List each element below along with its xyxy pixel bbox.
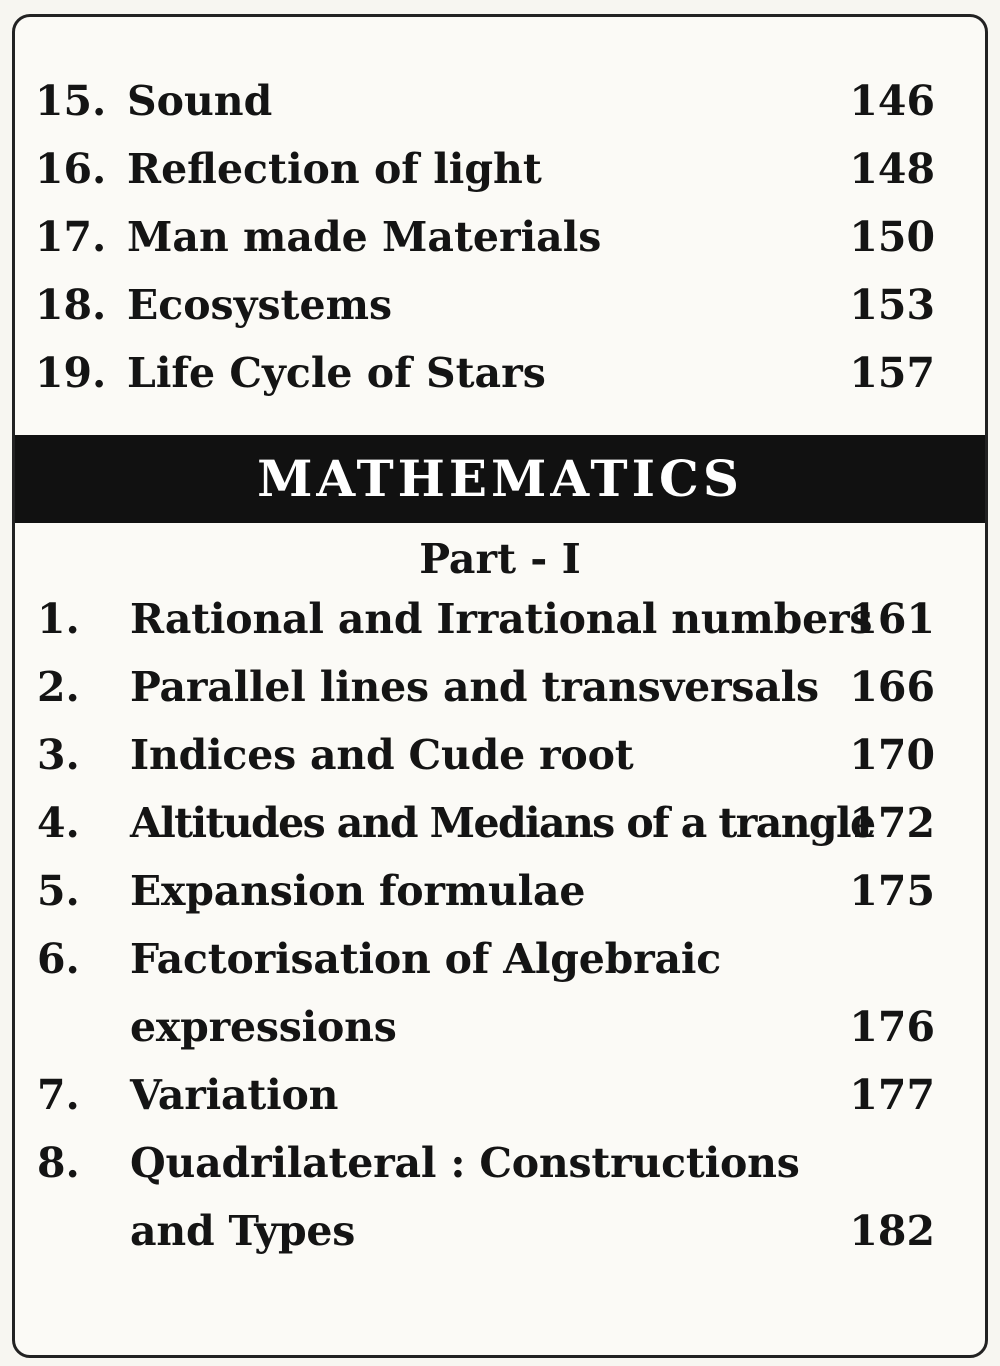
entry-number: 7. xyxy=(37,1071,80,1119)
toc-entry-continuation[interactable] xyxy=(15,1197,985,1265)
entry-number: 1. xyxy=(37,595,80,643)
toc-entry[interactable] xyxy=(15,135,985,203)
entry-page: 161 xyxy=(849,595,935,643)
toc-entry[interactable] xyxy=(15,789,985,857)
entry-title: Rational and Irrational numbers xyxy=(130,595,873,643)
entry-page: 153 xyxy=(849,281,935,329)
toc-entry-continuation[interactable] xyxy=(15,993,985,1061)
toc-entry[interactable] xyxy=(15,203,985,271)
entry-title: Altitudes and Medians of a trangle xyxy=(130,799,875,847)
entry-title: Sound xyxy=(127,77,273,125)
entry-number: 5. xyxy=(37,867,80,915)
entry-page: 182 xyxy=(849,1207,935,1255)
entry-title: Variation xyxy=(130,1071,339,1119)
entry-number: 4. xyxy=(37,799,80,847)
mathematics-toc xyxy=(15,585,985,1265)
entry-title: Quadrilateral : Constructions xyxy=(130,1139,800,1187)
section-banner: MATHEMATICS xyxy=(15,435,985,523)
toc-entry[interactable] xyxy=(15,1061,985,1129)
entry-title: Parallel lines and transversals xyxy=(130,663,819,711)
entry-page: 176 xyxy=(849,1003,935,1051)
entry-page: 150 xyxy=(849,213,935,261)
entry-number: 15. xyxy=(35,77,107,125)
entry-number: 6. xyxy=(37,935,80,983)
toc-entry[interactable] xyxy=(15,857,985,925)
entry-number: 16. xyxy=(35,145,107,193)
entry-title-continuation: and Types xyxy=(130,1207,356,1255)
entry-page: 148 xyxy=(849,145,935,193)
entry-number: 18. xyxy=(35,281,107,329)
toc-entry[interactable] xyxy=(15,67,985,135)
entry-page: 172 xyxy=(849,799,935,847)
toc-entry[interactable] xyxy=(15,1129,985,1197)
entry-number: 2. xyxy=(37,663,80,711)
entry-number: 17. xyxy=(35,213,107,261)
entry-page: 175 xyxy=(849,867,935,915)
entry-page: 177 xyxy=(849,1071,935,1119)
part-heading: Part - I xyxy=(419,535,581,583)
entry-title-continuation: expressions xyxy=(130,1003,397,1051)
entry-title: Reflection of light xyxy=(127,145,542,193)
entry-title: Life Cycle of Stars xyxy=(127,349,546,397)
entry-page: 166 xyxy=(849,663,935,711)
entry-page: 170 xyxy=(849,731,935,779)
science-toc xyxy=(15,67,985,407)
toc-entry[interactable] xyxy=(15,271,985,339)
toc-entry[interactable] xyxy=(15,585,985,653)
entry-title: Man made Materials xyxy=(127,213,602,261)
toc-entry[interactable] xyxy=(15,653,985,721)
entry-title: Indices and Cude root xyxy=(130,731,634,779)
entry-number: 19. xyxy=(35,349,107,397)
entry-title: Factorisation of Algebraic xyxy=(130,935,722,983)
entry-title: Ecosystems xyxy=(127,281,393,329)
toc-entry[interactable] xyxy=(15,721,985,789)
entry-number: 8. xyxy=(37,1139,80,1187)
entry-number: 3. xyxy=(37,731,80,779)
entry-page: 146 xyxy=(849,77,935,125)
toc-entry[interactable] xyxy=(15,339,985,407)
entry-title: Expansion formulae xyxy=(130,867,586,915)
page-frame xyxy=(12,14,988,1358)
entry-page: 157 xyxy=(849,349,935,397)
toc-entry[interactable] xyxy=(15,925,985,993)
